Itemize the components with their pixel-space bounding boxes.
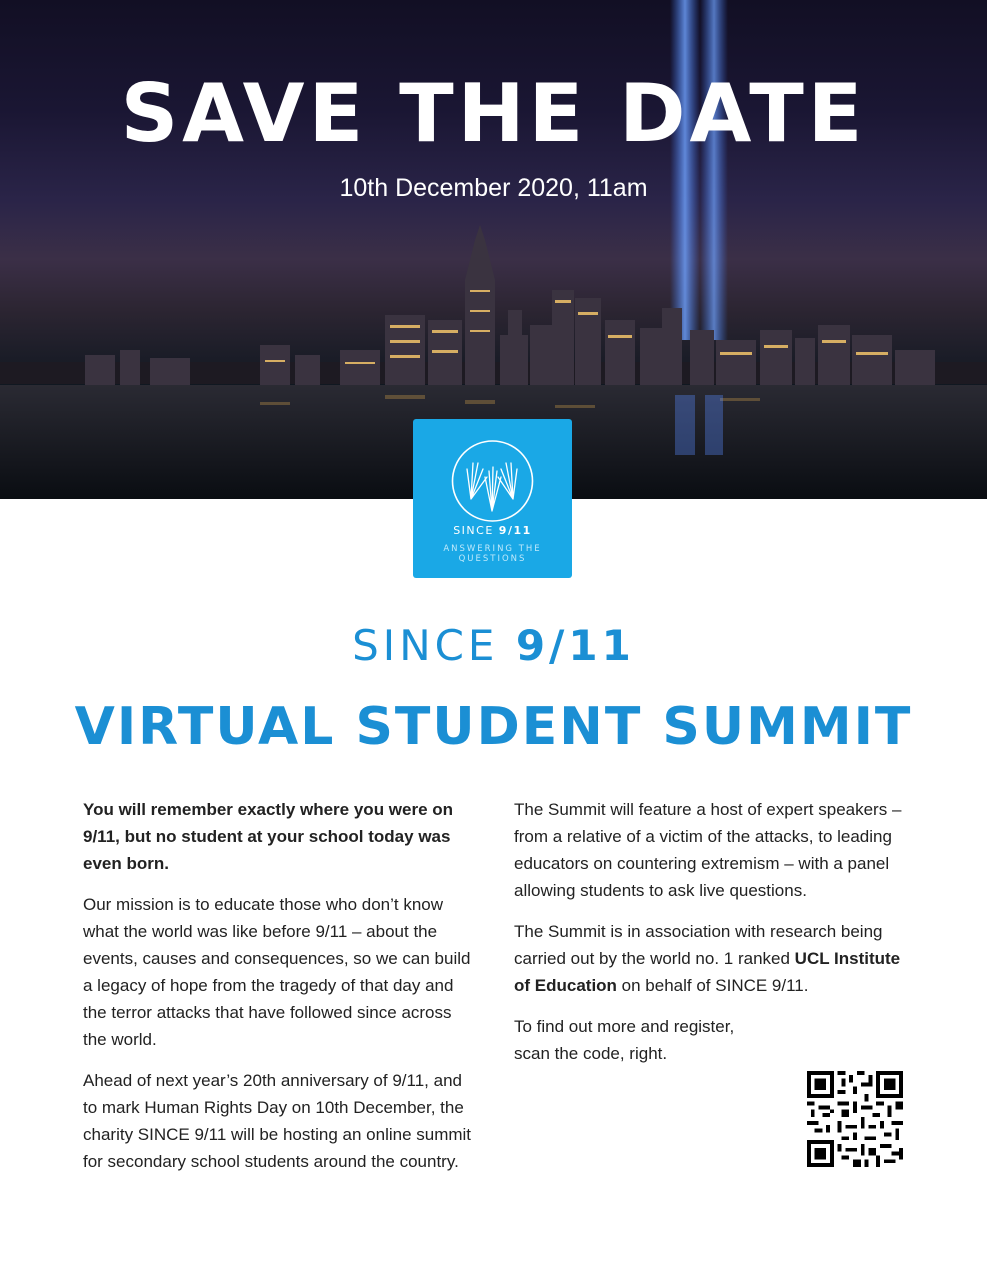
research-paragraph: The Summit is in association with research being carried out by the world no. 1 ranked UCL Institute of Education on behalf of SINCE 9/11. <box>514 922 901 995</box>
lead-paragraph: You will remember exactly where you were on 9/11, but no student at your school today was even born. <box>83 800 454 873</box>
ucl-institute-name: UCL Institute of Education <box>514 949 901 995</box>
right-column <box>514 796 909 1081</box>
left-column <box>83 796 478 1189</box>
speakers-paragraph: The Summit will feature a host of expert speakers – from a relative of a victim of the attacks, to leading educators on countering extremism – with a panel allowing students to ask live questions. <box>514 800 902 900</box>
summit-heading: VIRTUAL STUDENT SUMMIT <box>74 697 913 757</box>
anniversary-paragraph: Ahead of next year’s 20th anniversary of 9/11, and to mark Human Rights Day on 10th December, the charity SINCE 9/11 will be hosting an online summit for secondary school students around the country. <box>83 1071 472 1171</box>
register-paragraph: To find out more and register, scan the code, right. <box>514 1017 735 1063</box>
qr-code-icon[interactable] <box>807 1071 903 1167</box>
since-911-logo <box>413 419 572 578</box>
logo-tagline: ANSWERING THE QUESTIONS <box>443 544 542 564</box>
brand-heading: SINCE 9/11 <box>352 621 635 670</box>
save-the-date-title: SAVE THE DATE <box>120 67 867 160</box>
logo-name: SINCE 9/11 <box>453 524 532 537</box>
mission-paragraph: Our mission is to educate those who don’t know what the world was like before 9/11 – about the events, causes and consequences, so we can build a legacy of hope from the tragedy of that day and the terror attacks that have followed since across the world. <box>83 895 471 1049</box>
event-date: 10th December 2020, 11am <box>339 174 648 202</box>
